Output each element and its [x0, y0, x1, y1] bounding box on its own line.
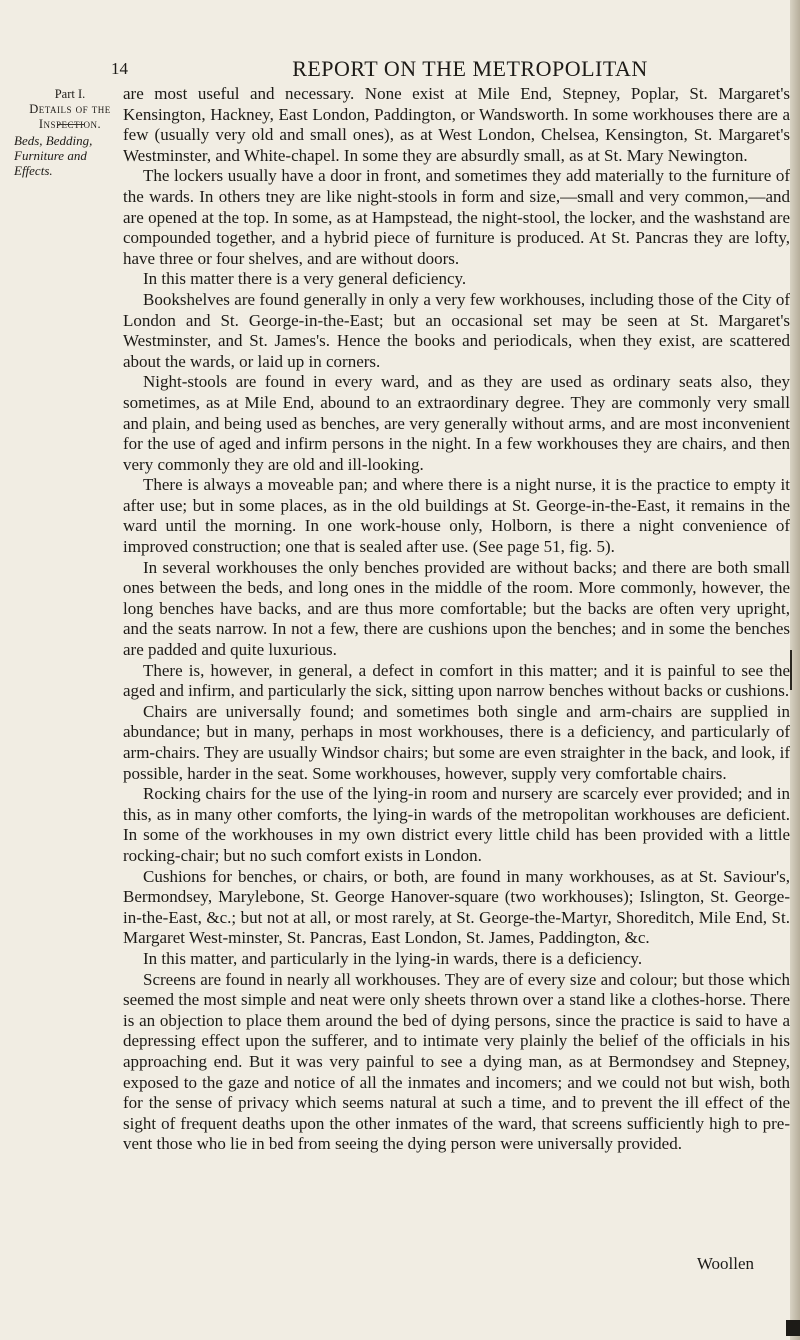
body-text: [123, 84, 790, 1155]
paragraph: Screens are found in nearly all workhouses. They are of every size and colour; but those which seemed the most simple and neat were only sheets thrown over a stand like a clothes-horse. There is an objection to place them around the bed of dying persons, since the practice is said to have a depressing effect upon the sufferer, and to intimate very plainly the belief of the officials in his approaching end. But it was very painful to see a dying man, as at Bermondsey and Stepney, exposed to the gaze and notice of all the inmates and incomers; and we could not but wish, both for the sense of privacy which seems natural at such a time, and to prevent the ill effect of the sight of frequent deaths upon the other inmates of the ward, that screens sufficiently high to pre-vent those who lie in bed from seeing the dying person were universally provided.: [123, 969, 790, 1154]
paragraph: The lockers usually have a door in front, and sometimes they add materially to the furniture of the wards. In others tney are like night-stools in form and size,—small and very common,—and are opened at the top. In some, as at Hampstead, the night-stool, the locker, and the washstand are compounded together, and a hybrid piece of furniture is produced. At St. Pancras they are lofty, have three or four shelves, and are without doors.: [123, 166, 790, 268]
page-edge-mark: [790, 650, 792, 690]
paragraph: Bookshelves are found generally in only a very few workhouses, including those of the City of London and St. George-in-the-East; but an occasional set may be seen at St. Margaret's Westminster, and St. James's. Hence the books and periodicals, when they exist, are scattered about the wards, or laid up in corners.: [123, 289, 790, 371]
paragraph: Night-stools are found in every ward, and as they are used as ordinary seats also, they sometimes, as at Mile End, abound to an extraordinary degree. They are commonly very small and plain, and being used as benches, are very generally without arms, and are most inconvenient for the use of aged and infirm persons in the night. In a few workhouses they are chairs, and then very commonly they are old and ill-looking.: [123, 372, 790, 474]
paragraph: In this matter there is a very general deficiency.: [143, 269, 467, 289]
margin-note-topic: Beds, Bedding, Furniture and Effects.: [14, 133, 93, 178]
paragraph: are most useful and necessary. None exist at Mile End, Stepney, Poplar, St. Margaret's Kensington, Hackney, East London, Paddington, or Wandsworth. In some workhouses there are a few (usually very old and small ones), as at West London, Chelsea, Kensington, St. Margaret's Westminster, and White-chapel. In some they are absurdly small, as at St. Mary Newington.: [123, 84, 790, 165]
paragraph: Chairs are universally found; and sometimes both single and arm-chairs are supplied in abundance; but in many, perhaps in most workhouses, there is a deficiency, and particularly of arm-chairs. They are usually Windsor chairs; but some are even straighter in the back, and look, if possible, harder in the seat. Some workhouses, however, supply very comfortable chairs.: [123, 701, 790, 783]
paragraph: In this matter, and particularly in the lying-in wards, there is a deficiency.: [143, 948, 643, 968]
running-head: REPORT ON THE METROPOLITAN: [292, 56, 648, 81]
page-corner-mark: [786, 1320, 800, 1336]
margin-note-part: Part I.: [54, 87, 86, 101]
paragraph: Rocking chairs for the use of the lying-in room and nursery are scarcely ever provided; and in this, as in many other comforts, the lying-in wards of the metropolitan workhouses are deficient. In some of the workhouses in my own district every little child has been provided with a little rocking-chair; but no such comfort exists in London.: [123, 784, 790, 865]
margin-note-inspection: Details of the Inspection.: [29, 102, 111, 131]
margin-note-divider: [58, 124, 84, 125]
paragraph: There is always a moveable pan; and where there is a night nurse, it is the practice to empty it after use; but in some places, as in the old buildings at St. George-in-the-East, it remains in the ward until the morning. In one work-house only, Holborn, is there a night convenience of improved construction; one that is sealed after use. (See page 51, fig. 5).: [123, 475, 790, 557]
margin-note-section: [10, 87, 130, 132]
paragraph: There is, however, in general, a defect in comfort in this matter; and it is painful to see the aged and infirm, and particularly the sick, sitting upon narrow benches without backs or cushions.: [123, 660, 790, 701]
paragraph: Cushions for benches, or chairs, or both, are found in many workhouses, as at St. Saviour's, Bermondsey, Marylebone, St. George Hanover-square (two workhouses); Islington, St. George-in-the-East, &c.; but not at all, or most rarely, at St. George-the-Martyr, Shoreditch, Mile End, St. Margaret West-minster, St. Pancras, East London, St. James, Paddington, &c.: [123, 866, 790, 948]
page-number: 14: [111, 59, 128, 78]
catchword: Woollen: [696, 1254, 754, 1273]
paragraph: In several workhouses the only benches provided are without backs; and there are both small ones between the beds, and long ones in the middle of the room. More commonly, however, the long benches have backs, and are thus more comfortable; but the backs are often very upright, and the seats narrow. In not a few, there are cushions upon the benches; and in some the benches are padded and quite luxurious.: [123, 557, 790, 660]
